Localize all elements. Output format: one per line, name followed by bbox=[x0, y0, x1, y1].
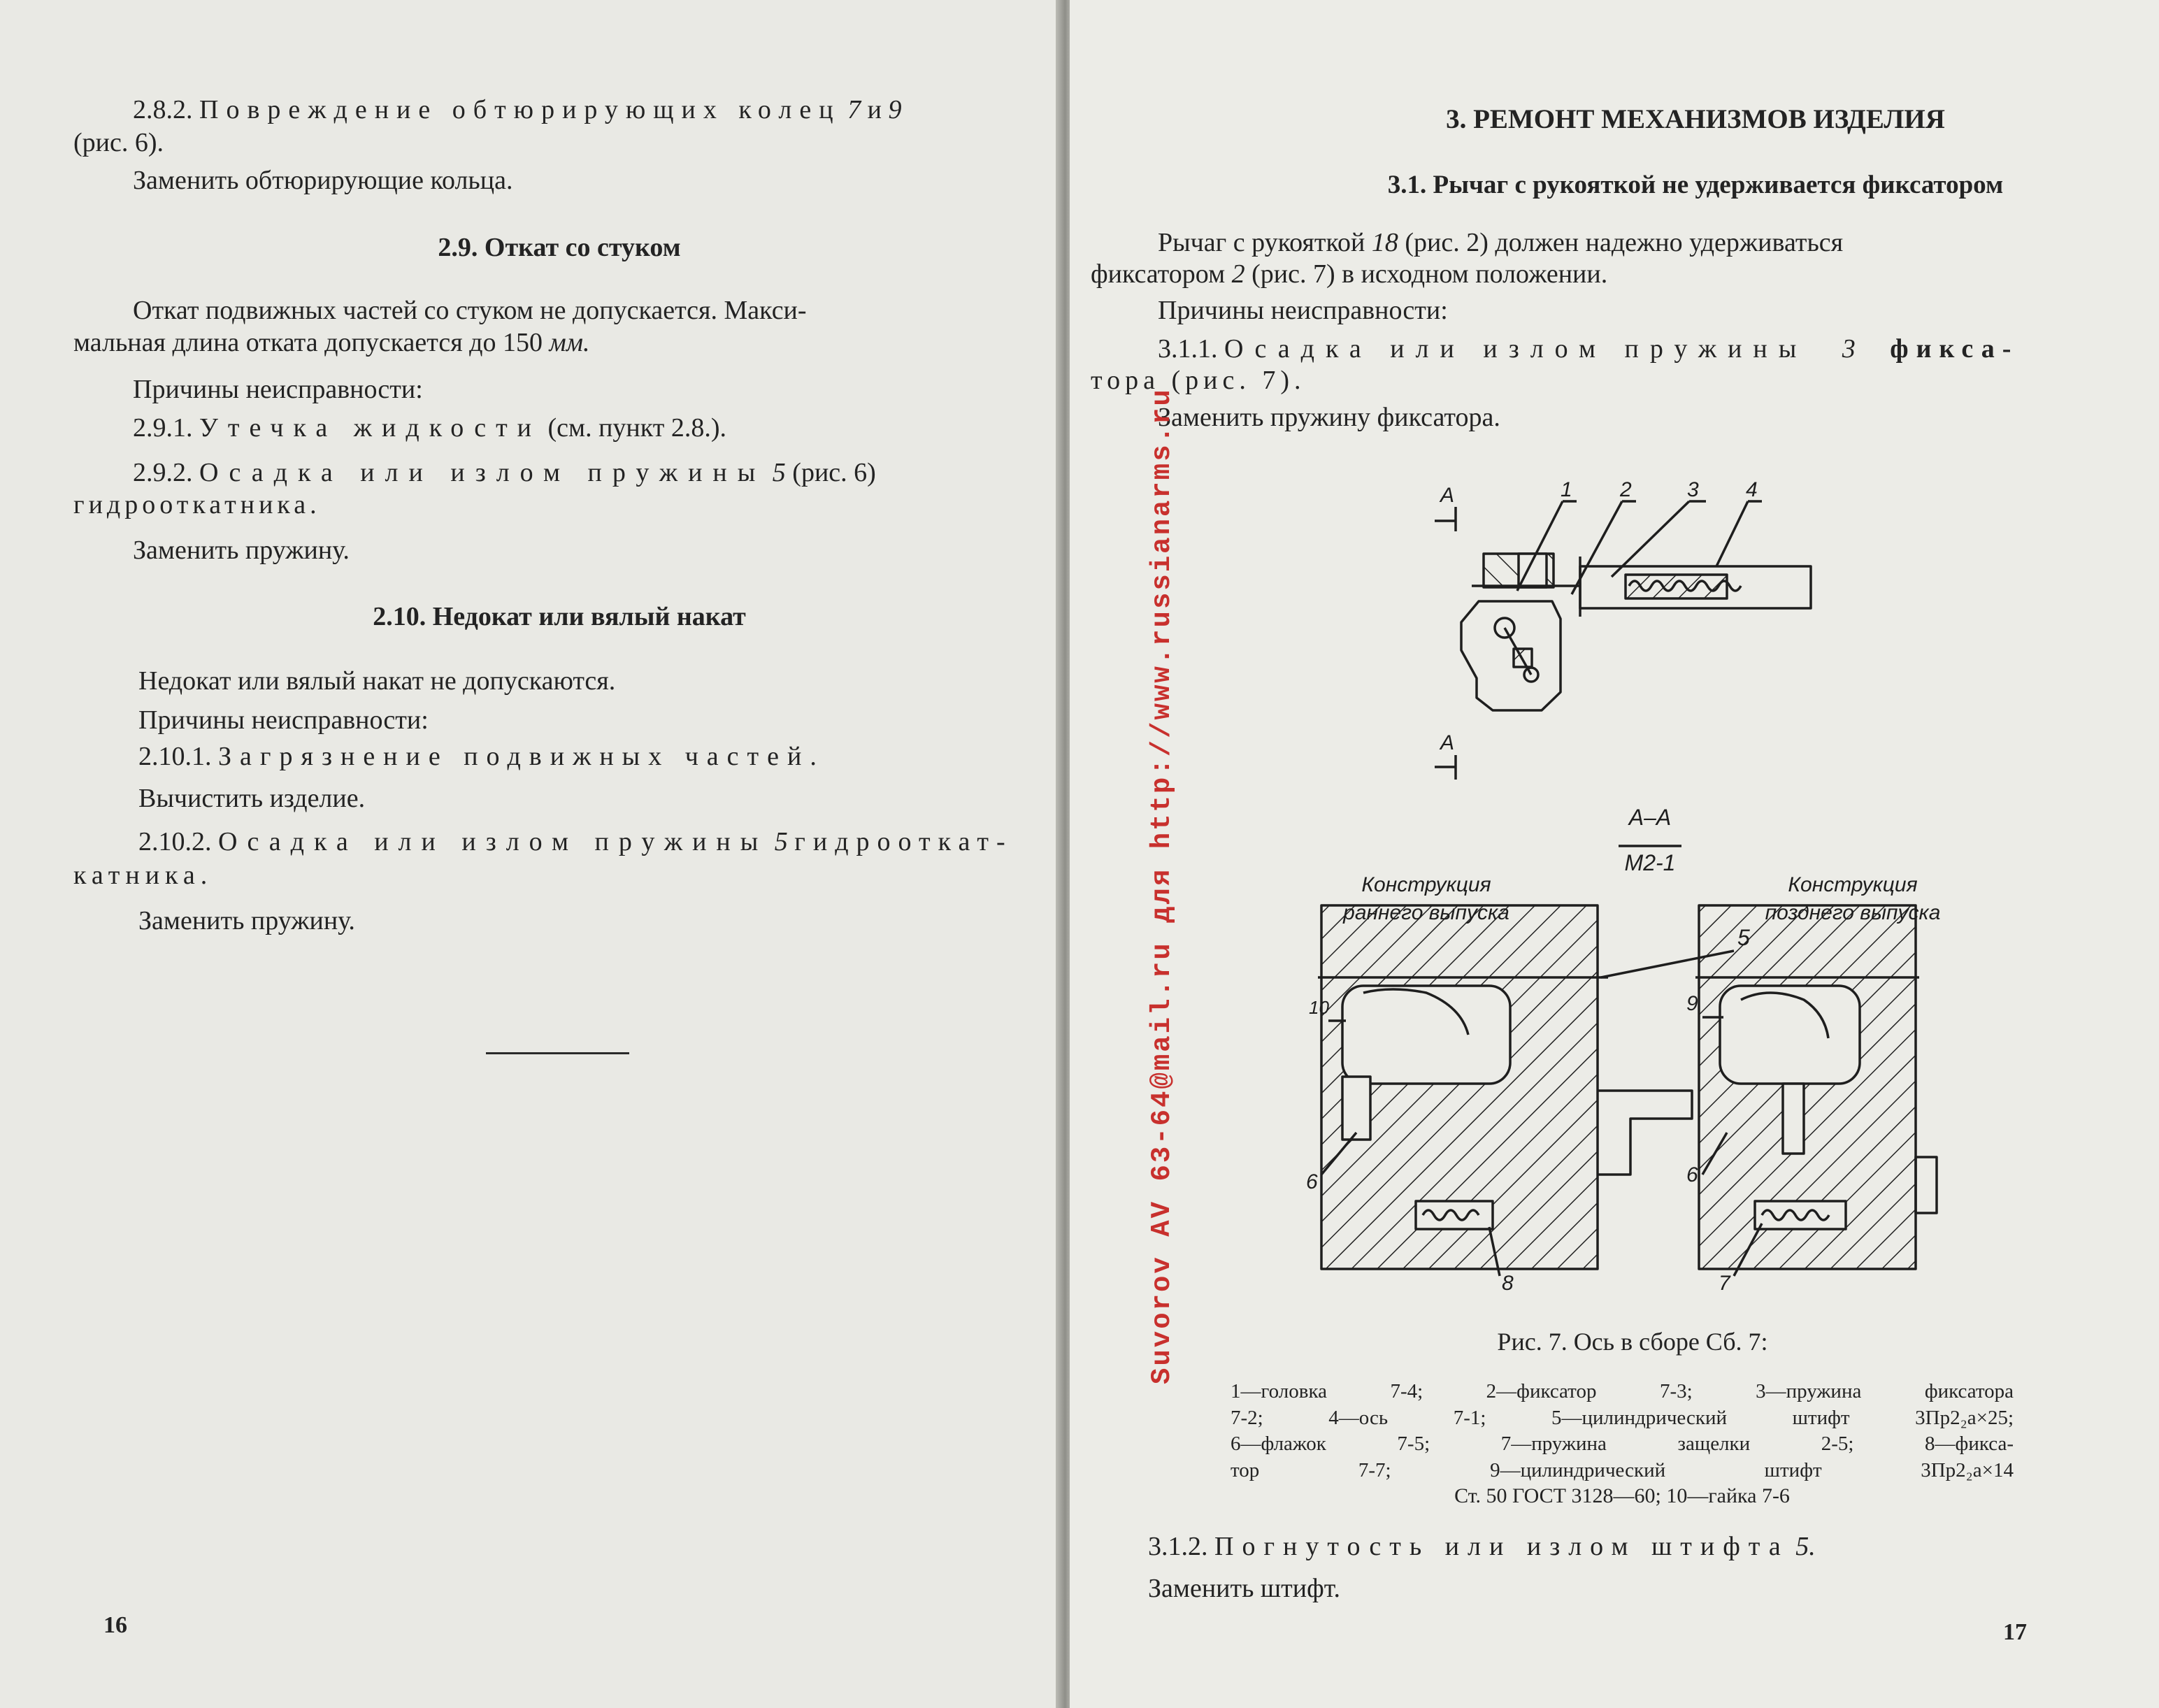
page-number-right: 17 bbox=[2003, 1619, 2027, 1645]
caption-last-line: Ст. 50 ГОСТ 3128—60; 10—гайка 7-6 bbox=[1454, 1484, 1790, 1507]
fig-section-scale: М2-1 bbox=[1624, 850, 1676, 875]
fig-callout-8: 8 bbox=[1502, 1272, 1514, 1295]
fig-callout-9: 9 bbox=[1686, 992, 1698, 1015]
left-page bbox=[0, 0, 1059, 1708]
paragraph-3-1-2: 3.1.2. Погнутость или излом штифта 5. bbox=[1148, 1532, 1816, 1561]
caption-line: 7-2; 4—ось 7-1; 5—цилиндрический штифт 3Пр2₂а×25; bbox=[1231, 1406, 2014, 1429]
paragraph-2-9-2: 2.9.2. Осадка или излом пружины 5 (рис. 6) bbox=[133, 458, 876, 487]
late-spring-bore bbox=[1755, 1201, 1846, 1229]
heading-2-10: 2.10. Недокат или вялый накат bbox=[373, 602, 746, 631]
heading-3-1: 3.1. Рычаг с рукояткой не удерживается фиксатором bbox=[1387, 171, 2004, 199]
caption-line: 6—флажок 7-5; 7—пружина защелки 2-5; 8—фикса- bbox=[1231, 1433, 2014, 1456]
watermark-text: Suvorov AV 63-64@mail.ru для http://www.russianarms.ru bbox=[1147, 387, 1177, 1384]
fig-early-label-2: раннего выпуска bbox=[1343, 901, 1509, 924]
early-nut bbox=[1342, 1077, 1370, 1140]
paragraph-2-10-1: 2.10.1. Загрязнение подвижных частей. bbox=[138, 742, 825, 771]
lever-body bbox=[1461, 601, 1561, 710]
page-number-left: 16 bbox=[103, 1612, 127, 1638]
fig-label-1: 1 bbox=[1561, 478, 1572, 501]
fig-late-label-1: Конструкция bbox=[1788, 873, 1918, 896]
paragraph-2-8-2-cont: (рис. 6). bbox=[73, 128, 164, 157]
fig-section-title: А–А bbox=[1628, 805, 1672, 830]
fig-label-3: 3 bbox=[1687, 478, 1699, 501]
paragraph-2-10-2-cont: катника. bbox=[73, 861, 213, 890]
heading-2-9: 2.9. Откат со стуком bbox=[438, 233, 681, 262]
paragraph-2-10-line1: Недокат или вялый накат не допускаются. bbox=[138, 666, 616, 696]
figure-7-drawing bbox=[1300, 461, 2028, 1300]
paragraph-2-9-2-action: Заменить пружину. bbox=[133, 536, 350, 565]
paragraph-3-1-line2: фиксатором 2 (рис. 7) в исходном положении. bbox=[1091, 259, 1608, 289]
fig-callout-7: 7 bbox=[1719, 1272, 1730, 1295]
paragraph-3-1-1-cont: тора (рис. 7). bbox=[1091, 366, 1306, 395]
fig-label-2: 2 bbox=[1620, 478, 1632, 501]
paragraph-2-9-line1: Откат подвижных частей со стуком не допускается. Макси- bbox=[133, 296, 807, 325]
fig-section-mark-top: А bbox=[1440, 484, 1455, 507]
figure-caption-legend bbox=[1231, 1379, 2014, 1484]
late-pin-bore bbox=[1783, 1084, 1804, 1154]
late-ball-cavity bbox=[1720, 986, 1860, 1084]
paragraph-3-1-2-action: Заменить штифт. bbox=[1148, 1574, 1340, 1603]
paragraph-3-1-causes: Причины неисправности: bbox=[1158, 296, 1448, 325]
heading-3: 3. РЕМОНТ МЕХАНИЗМОВ ИЗДЕЛИЯ bbox=[1446, 104, 1945, 134]
leader-2 bbox=[1572, 501, 1622, 594]
paragraph-2-9-2-cont: гидрооткатника. bbox=[73, 490, 321, 519]
paragraph-2-10-2-action: Заменить пружину. bbox=[138, 906, 355, 935]
fig-label-4: 4 bbox=[1746, 478, 1758, 501]
fig-section-mark-bottom: А bbox=[1440, 731, 1455, 754]
fig-callout-6-right: 6 bbox=[1686, 1163, 1698, 1186]
leader-4 bbox=[1716, 501, 1748, 566]
fig-early-label-1: Конструкция bbox=[1361, 873, 1491, 896]
paragraph-2-9-causes: Причины неисправности: bbox=[133, 375, 423, 404]
caption-line: тор 7-7; 9—цилиндрический штифт 3Пр2₂а×14 bbox=[1231, 1459, 2014, 1482]
paragraph-2-8-2-action: Заменить обтюрирующие кольца. bbox=[133, 166, 513, 195]
fig-callout-5: 5 bbox=[1737, 925, 1750, 950]
section-end-rule bbox=[486, 1052, 629, 1054]
early-ball-cavity bbox=[1342, 986, 1510, 1084]
fig-callout-6-left: 6 bbox=[1306, 1170, 1318, 1193]
right-page bbox=[1070, 0, 2159, 1708]
early-flag bbox=[1598, 1091, 1692, 1175]
figure-caption-title: Рис. 7. Ось в сборе Сб. 7: bbox=[1497, 1328, 1768, 1356]
paragraph-3-1-1-action: Заменить пружину фиксатора. bbox=[1158, 403, 1500, 432]
paragraph-2-10-1-action: Вычистить изделие. bbox=[138, 784, 366, 813]
fig-callout-10: 10 bbox=[1309, 997, 1329, 1018]
paragraph-3-1-line1: Рычаг с рукояткой 18 (рис. 2) должен надежно удерживаться bbox=[1158, 228, 1844, 257]
early-spring-bore bbox=[1416, 1201, 1493, 1229]
paragraph-2-10-causes: Причины неисправности: bbox=[138, 705, 429, 735]
paragraph-2-8-2: 2.8.2. Повреждение обтюрирующих колец 7 и 9 bbox=[133, 95, 902, 124]
paragraph-2-9-line2: мальная длина отката допускается до 150 мм. bbox=[73, 328, 590, 357]
paragraph-2-10-2: 2.10.2. Осадка или излом пружины 5 гидрооткат- bbox=[138, 827, 1013, 856]
caption-line: 1—головка 7-4; 2—фиксатор 7-3; 3—пружина фиксатора bbox=[1231, 1380, 2014, 1402]
paragraph-2-9-1: 2.9.1. Утечка жидкости (см. пункт 2.8.). bbox=[133, 413, 726, 443]
paragraph-3-1-1: 3.1.1. Осадка или излом пружины 3 фикса- bbox=[1158, 334, 2019, 364]
fig-late-label-2: позднего выпуска bbox=[1765, 901, 1941, 924]
